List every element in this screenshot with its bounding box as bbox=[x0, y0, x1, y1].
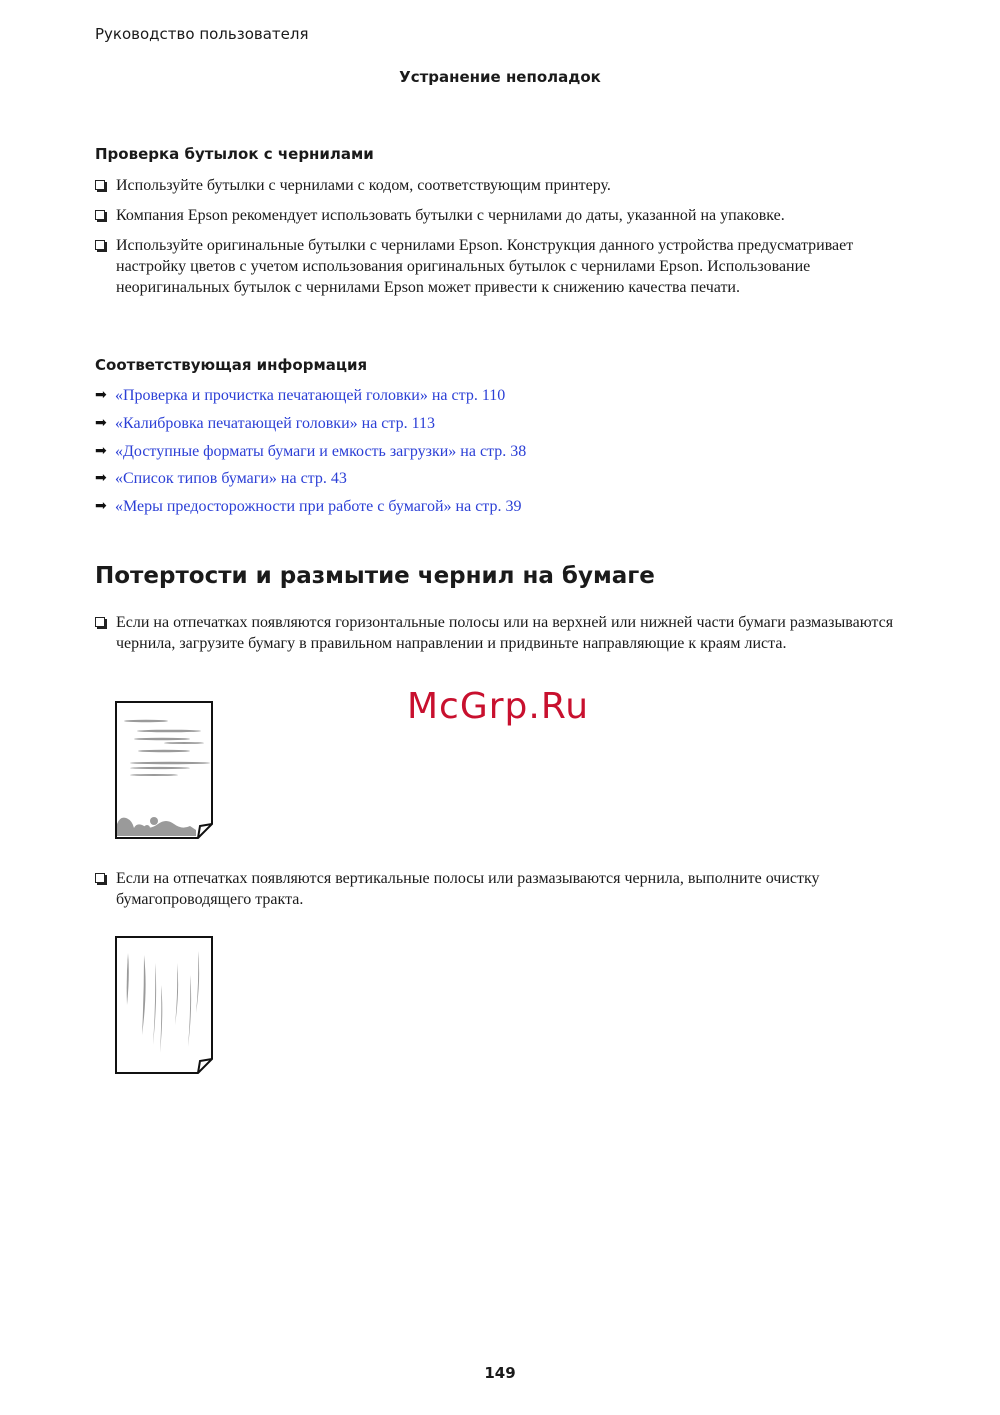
related-link-item[interactable] bbox=[95, 441, 526, 462]
page-number: 149 bbox=[484, 1364, 516, 1382]
horizontal-smear-illustration bbox=[114, 700, 218, 840]
related-link-item[interactable] bbox=[95, 496, 526, 517]
list-item-text: Используйте бутылки с чернилами с кодом, соответствующим принтеру. bbox=[116, 177, 611, 194]
smudge-list-2 bbox=[95, 868, 915, 919]
related-link-item[interactable] bbox=[95, 468, 526, 489]
watermark: McGrp.Ru bbox=[407, 686, 590, 727]
link-page-ref[interactable]: на стр. 39 bbox=[455, 498, 522, 516]
smudge-heading: Потертости и размытие чернил на бумаге bbox=[95, 563, 655, 589]
list-item bbox=[95, 868, 915, 910]
link-page-ref[interactable]: на стр. 113 bbox=[361, 414, 435, 432]
arrow-right-icon: ➡ bbox=[95, 414, 107, 431]
checkbox-bullet-icon bbox=[95, 180, 105, 190]
arrow-right-icon: ➡ bbox=[95, 498, 107, 515]
list-item bbox=[95, 235, 915, 298]
related-link[interactable]: «Список типов бумаги» bbox=[115, 470, 277, 488]
related-link-item[interactable] bbox=[95, 413, 526, 434]
checkbox-bullet-icon bbox=[95, 873, 105, 883]
related-link[interactable]: «Доступные форматы бумаги и емкость загрузки» bbox=[115, 442, 457, 460]
list-item bbox=[95, 175, 915, 196]
related-links bbox=[95, 385, 526, 524]
related-info-heading: Соответствующая информация bbox=[95, 356, 368, 374]
document-title: Руководство пользователя bbox=[95, 25, 309, 43]
checkbox-bullet-icon bbox=[95, 210, 105, 220]
related-link[interactable]: «Проверка и прочистка печатающей головки» bbox=[115, 387, 428, 404]
ink-check-heading: Проверка бутылок с чернилами bbox=[95, 145, 374, 163]
list-item bbox=[95, 612, 915, 654]
list-item-text: Компания Epson рекомендует использовать бутылки с чернилами до даты, указанной на упаковке. bbox=[116, 207, 785, 224]
list-item-text: Если на отпечатках появляются горизонтальные полосы или на верхней или нижней части бумаги размазываются чернила, загрузите бумагу в правильном направлении и придвиньте направляющие к краям листа. bbox=[116, 614, 894, 652]
related-link[interactable]: «Меры предосторожности при работе с бумагой» bbox=[115, 498, 452, 516]
vertical-smear-illustration bbox=[114, 935, 218, 1075]
link-page-ref[interactable]: на стр. 110 bbox=[431, 387, 506, 404]
list-item-text: Используйте оригинальные бутылки с чернилами Epson. Конструкция данного устройства предусматривает настройку цветов с учетом использования оригинальных бутылок с чернилами Epson. Использование неоригинальных бутылок с чернилами Epson может привести к снижению качества печати. bbox=[116, 237, 854, 296]
section-title: Устранение неполадок bbox=[399, 68, 601, 86]
link-page-ref[interactable]: на стр. 43 bbox=[280, 470, 347, 488]
arrow-right-icon: ➡ bbox=[95, 442, 107, 459]
checkbox-bullet-icon bbox=[95, 617, 105, 627]
related-link[interactable]: «Калибровка печатающей головки» bbox=[115, 414, 358, 432]
smudge-list-1 bbox=[95, 612, 915, 663]
list-item bbox=[95, 205, 915, 226]
related-link-item[interactable] bbox=[95, 385, 526, 406]
arrow-right-icon: ➡ bbox=[95, 387, 107, 403]
arrow-right-icon: ➡ bbox=[95, 470, 107, 487]
checkbox-bullet-icon bbox=[95, 240, 105, 250]
link-page-ref[interactable]: на стр. 38 bbox=[460, 442, 527, 460]
ink-check-list bbox=[95, 175, 915, 307]
list-item-text: Если на отпечатках появляются вертикальные полосы или размазываются чернила, выполните очистку бумагопроводящего тракта. bbox=[116, 870, 820, 908]
